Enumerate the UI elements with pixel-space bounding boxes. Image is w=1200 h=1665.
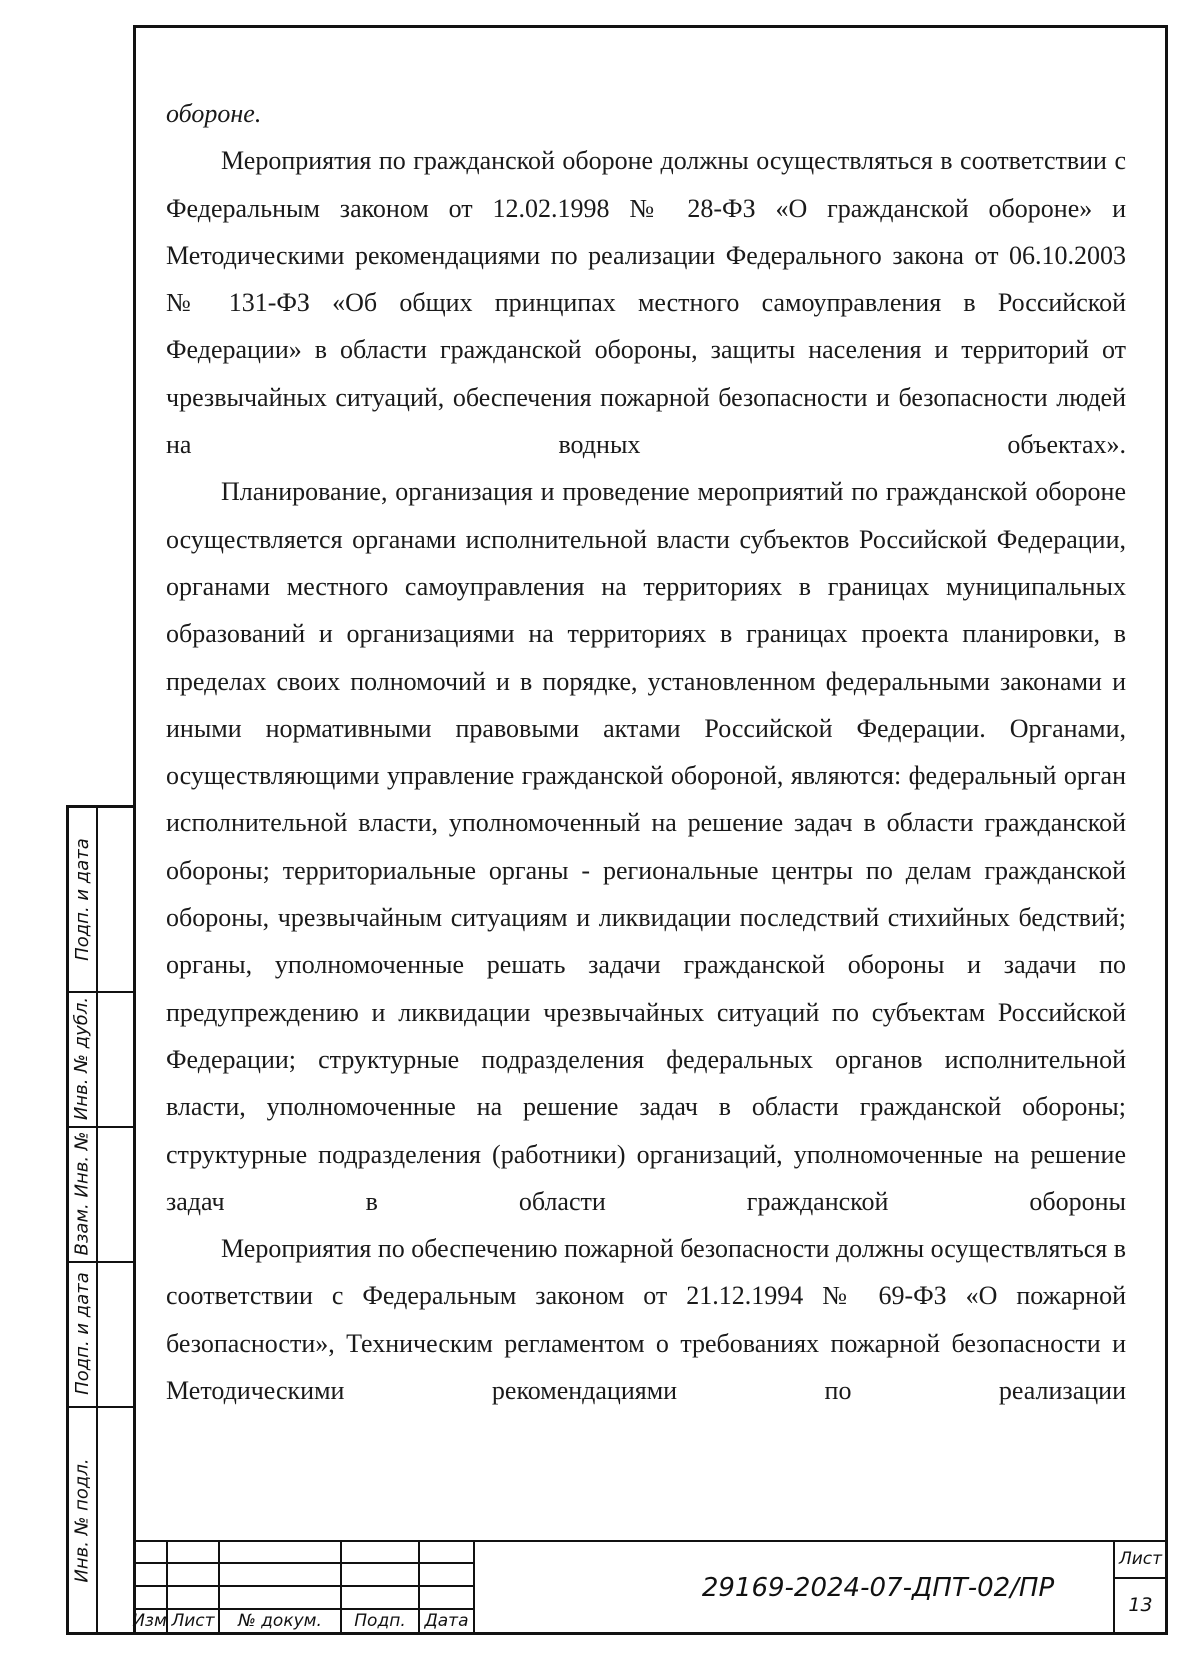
title-block	[133, 1540, 1168, 1635]
strip-label-sign-date: Подп. и дата	[71, 838, 93, 961]
sheet-number: 13	[1128, 1594, 1153, 1616]
binding-strip	[66, 805, 133, 1635]
sheet-label: Лист	[1118, 1549, 1163, 1569]
document-body	[166, 90, 1126, 1414]
col-date: Дата	[424, 1611, 469, 1631]
paragraph-fire-safety: Мероприятия по обеспечению пожарной безопасности должны осуществляться в соответствии с Федеральным законом от 21.12.1994 № 69-ФЗ «О пожарной безопасности», Техническим регламентом о требованиях пожарной безопасности и Методическими рекомендациями по реализации	[166, 1234, 1126, 1406]
col-document-number: № докум.	[238, 1611, 322, 1631]
strip-label-replacement-inventory: Взам. Инв. №	[71, 1131, 93, 1256]
paragraph-civil-defense-law: Мероприятия по гражданской обороне должны осуществляться в соответствии с Федеральным законом от 12.02.1998 № 28-ФЗ «О гражданской обороне» и Методическими рекомендациями по реализации Федерального закона от 06.10.2003 № 131-ФЗ «Об общих принципах местного самоуправления в Российской Федерации» в области гражданской обороны, защиты населения и территорий от чрезвычайных ситуаций, обеспечения пожарной безопасности и безопасности людей на водных объектах».	[166, 146, 1126, 460]
strip-label-duplicate-inventory: Инв. № дубл.	[71, 996, 93, 1121]
col-revision: Изм	[132, 1611, 167, 1631]
col-sheet: Лист	[171, 1611, 215, 1631]
strip-label-original-inventory: Инв. № подл.	[71, 1458, 93, 1583]
document-code: 29169-2024-07-ДПТ-02/ПР	[701, 1573, 1055, 1603]
strip-label-sign-date-2: Подп. и дата	[71, 1272, 93, 1395]
col-signature: Подп.	[354, 1611, 406, 1631]
continued-text: обороне.	[166, 99, 262, 128]
paragraph-civil-defense-planning: Планирование, организация и проведение мероприятий по гражданской обороне осуществляется органами исполнительной власти субъектов Российской Федерации, органами местного самоуправления на территориях в границах муниципальных образований и организациями на территориях в границах проекта планировки, в пределах своих полномочий и в порядке, установленном федеральными законами и иными нормативными правовыми актами Российской Федерации. Органами, осуществляющими управление гражданской обороной, являются: федеральный орган исполнительной власти, уполномоченный на решение задач в области гражданской обороны; территориальные органы - региональные центры по делам гражданской обороны, чрезвычайным ситуациям и ликвидации последствий стихийных бедствий; органы, уполномоченные решать задачи гражданской обороны и задачи по предупреждению и ликвидации чрезвычайных ситуаций по субъектам Российской Федерации; структурные подразделения федеральных органов исполнительной власти, уполномоченные на решение задач в области гражданской обороны; структурные подразделения (работники) организаций, уполномоченные на решение задач в области гражданской обороны	[166, 477, 1126, 1216]
